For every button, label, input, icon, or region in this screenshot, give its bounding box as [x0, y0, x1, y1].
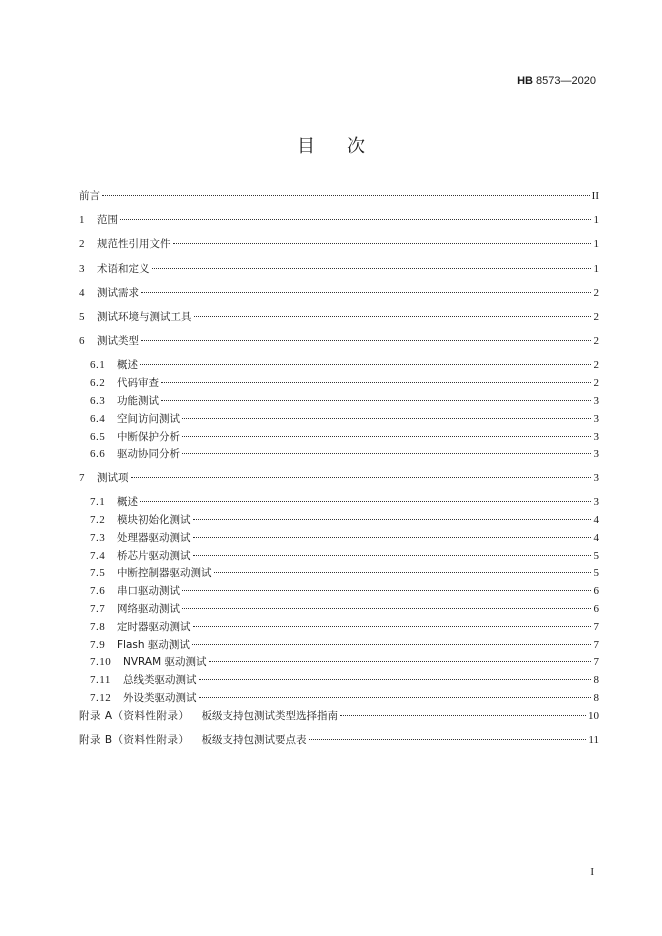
toc-dot-leader	[199, 679, 592, 680]
toc-entry-page: 2	[593, 286, 599, 299]
toc-dot-leader	[214, 572, 592, 573]
toc-entry[interactable]	[79, 531, 599, 549]
toc-entry-page: 7	[593, 620, 599, 633]
toc-dot-leader	[209, 661, 592, 662]
toc-entry[interactable]	[79, 638, 599, 656]
toc-entry[interactable]	[79, 376, 599, 394]
toc-entry-label: 前言	[79, 190, 100, 202]
toc-entry[interactable]	[79, 733, 599, 757]
toc-entry-label: 概述	[117, 496, 138, 509]
toc-dot-leader	[131, 477, 592, 478]
toc-entry-label: 板级支持包测试要点表	[201, 733, 307, 746]
toc-entry-label: 网络驱动测试	[117, 603, 180, 616]
toc-entry-label: NVRAM 驱动测试	[123, 656, 207, 669]
toc-entry[interactable]	[79, 709, 599, 733]
toc-entry-label: 串口驱动测试	[117, 585, 180, 598]
toc-entry-page: 4	[593, 531, 599, 544]
toc-entry-number: 6	[79, 335, 85, 348]
toc-entry-label: 概述	[117, 359, 138, 372]
toc-entry-number: 6.3	[90, 394, 106, 407]
toc-entry[interactable]	[79, 513, 599, 531]
toc-entry-label: 中断保护分析	[117, 430, 180, 443]
toc-entry[interactable]	[79, 430, 599, 448]
toc-entry-page: 6	[593, 585, 599, 598]
standard-code-prefix: HB	[517, 75, 533, 87]
toc-entry-page: 11	[588, 733, 599, 746]
toc-entry-page: 2	[593, 377, 599, 390]
toc-dot-leader	[182, 436, 591, 437]
toc-dot-leader	[173, 243, 592, 244]
toc-entry-page: 3	[593, 430, 599, 443]
page-title: 目次	[297, 136, 397, 157]
toc-dot-leader	[141, 292, 591, 293]
toc-entry-number: 7.8	[90, 620, 106, 633]
toc-dot-leader	[182, 590, 591, 591]
toc-entry-page: 7	[593, 656, 599, 669]
toc-entry[interactable]	[79, 286, 599, 310]
toc-entry-label: 桥芯片驱动测试	[117, 549, 191, 562]
toc-dot-leader	[152, 268, 592, 269]
toc-entry-number: 7.6	[90, 585, 106, 598]
toc-entry-label: 测试需求	[97, 286, 139, 299]
toc-dot-leader	[140, 501, 591, 502]
toc-entry-page: 4	[593, 514, 599, 527]
toc-entry-number: 1	[79, 214, 85, 227]
toc-entry[interactable]	[79, 620, 599, 638]
toc-entry-page: 2	[593, 335, 599, 348]
toc-entry-page: 3	[593, 472, 599, 485]
toc-entry-page: 10	[588, 709, 599, 722]
toc-dot-leader	[182, 453, 591, 454]
toc-entry[interactable]	[79, 189, 599, 213]
toc-entry-label: 驱动协同分析	[117, 448, 180, 461]
toc-entry-page: 5	[593, 567, 599, 580]
toc-dot-leader	[192, 644, 591, 645]
toc-entry-number: 6.1	[90, 359, 106, 372]
toc-entry-label: 测试类型	[97, 335, 139, 348]
toc-entry-page: II	[591, 190, 599, 202]
toc-entry-label: 模块初始化测试	[117, 514, 191, 527]
toc-entry[interactable]	[79, 691, 599, 709]
toc-dot-leader	[182, 608, 591, 609]
toc-entry-number: 6.2	[90, 377, 106, 390]
toc-entry-page: 8	[593, 692, 599, 705]
toc-dot-leader	[141, 340, 591, 341]
toc-entry-number: 7.12	[90, 692, 112, 705]
toc-entry-label: 定时器驱动测试	[117, 620, 191, 633]
toc-entry-number: 7.5	[90, 567, 106, 580]
toc-entry-number: 6.4	[90, 412, 106, 425]
toc-dot-leader	[193, 537, 592, 538]
toc-dot-leader	[140, 364, 591, 365]
toc-entry[interactable]	[79, 334, 599, 358]
toc-entry-label: 外设类驱动测试	[123, 692, 197, 705]
toc-entry-number: 7.4	[90, 549, 106, 562]
toc-entry-number: 5	[79, 310, 85, 323]
toc-entry[interactable]	[79, 412, 599, 430]
toc-entry-label: 板级支持包测试类型选择指南	[201, 709, 339, 722]
toc-entry-label: 处理器驱动测试	[117, 531, 191, 544]
toc-entry-number: 6.5	[90, 430, 106, 443]
toc-entry-label: 空间访问测试	[117, 412, 180, 425]
toc-entry-label: 中断控制器驱动测试	[117, 567, 212, 580]
toc-entry[interactable]	[79, 447, 599, 465]
toc-entry-page: 5	[593, 549, 599, 562]
toc-entry-number: 附录 A（资料性附录）	[79, 709, 190, 722]
toc-entry-number: 4	[79, 286, 85, 299]
toc-entry-number: 7.11	[90, 674, 111, 687]
footer-page-number: I	[590, 866, 594, 878]
toc-dot-leader	[193, 519, 592, 520]
toc-entry-label: 测试环境与测试工具	[97, 310, 192, 323]
toc-entry-page: 6	[593, 603, 599, 616]
toc-dot-leader	[193, 555, 592, 556]
toc-entry-page: 7	[593, 638, 599, 651]
toc-entry-label: 术语和定义	[97, 262, 150, 275]
toc-entry-page: 3	[593, 394, 599, 407]
toc-entry-number: 3	[79, 262, 85, 275]
toc-dot-leader	[199, 697, 592, 698]
toc-dot-leader	[193, 626, 592, 627]
toc-entry[interactable]	[79, 655, 599, 673]
toc-entry-number: 附录 B（资料性附录）	[79, 733, 190, 746]
toc-entry-page: 1	[593, 238, 599, 251]
toc-entry-label: 范围	[97, 214, 118, 227]
toc-entry-label: 规范性引用文件	[97, 238, 171, 251]
toc-entry[interactable]	[79, 673, 599, 691]
toc-entry-number: 2	[79, 238, 85, 251]
toc-entry[interactable]	[79, 237, 599, 261]
toc-entry-number: 7.2	[90, 514, 106, 527]
table-of-contents	[79, 189, 599, 757]
toc-entry-label: 功能测试	[117, 394, 159, 407]
toc-entry[interactable]	[79, 471, 599, 495]
toc-dot-leader	[120, 219, 591, 220]
toc-entry[interactable]	[79, 394, 599, 412]
toc-entry-page: 3	[593, 448, 599, 461]
toc-entry[interactable]	[79, 584, 599, 602]
toc-dot-leader	[309, 739, 587, 740]
toc-dot-leader	[340, 715, 586, 716]
toc-entry[interactable]	[79, 358, 599, 376]
toc-entry[interactable]	[79, 213, 599, 237]
toc-entry-label: Flash 驱动测试	[117, 638, 190, 651]
toc-dot-leader	[182, 418, 591, 419]
toc-entry-number: 7.1	[90, 496, 106, 509]
toc-dot-leader	[194, 316, 592, 317]
toc-entry-label: 总线类驱动测试	[123, 674, 197, 687]
toc-entry-page: 1	[593, 262, 599, 275]
toc-entry-number: 7.3	[90, 531, 106, 544]
toc-entry[interactable]	[79, 262, 599, 286]
toc-entry[interactable]	[79, 495, 599, 513]
toc-entry-number: 6.6	[90, 448, 106, 461]
standard-code	[517, 75, 596, 87]
toc-entry-page: 3	[593, 412, 599, 425]
toc-entry-number: 7.9	[90, 638, 106, 651]
toc-entry-page: 2	[593, 359, 599, 372]
toc-dot-leader	[161, 400, 591, 401]
standard-code-number: 8573—2020	[533, 75, 596, 87]
toc-entry-number: 7.7	[90, 603, 106, 616]
toc-dot-leader	[161, 382, 591, 383]
toc-dot-leader	[102, 195, 590, 196]
toc-entry[interactable]	[79, 549, 599, 567]
toc-entry-page: 3	[593, 496, 599, 509]
toc-entry-number: 7	[79, 472, 85, 485]
toc-entry-page: 1	[593, 214, 599, 227]
toc-entry-number: 7.10	[90, 656, 112, 669]
toc-entry[interactable]	[79, 602, 599, 620]
toc-entry-page: 2	[593, 310, 599, 323]
toc-entry[interactable]	[79, 310, 599, 334]
toc-entry[interactable]	[79, 566, 599, 584]
toc-entry-label: 测试项	[97, 472, 129, 485]
toc-entry-label: 代码审查	[117, 377, 159, 390]
toc-entry-page: 8	[593, 674, 599, 687]
